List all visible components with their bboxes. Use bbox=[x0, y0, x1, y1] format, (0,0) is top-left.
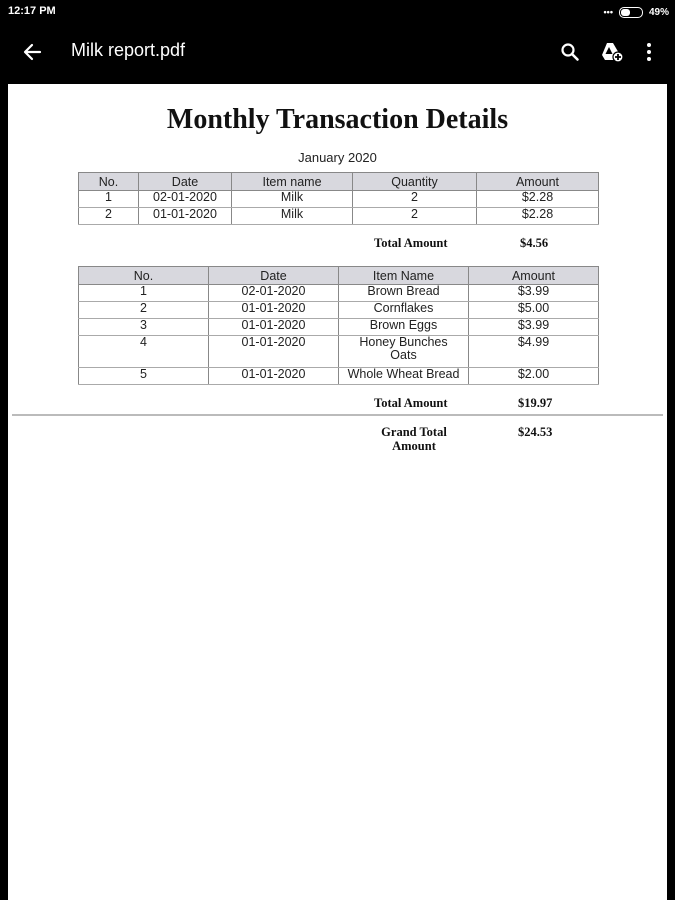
table-cell: 1 bbox=[79, 285, 209, 302]
search-button[interactable] bbox=[556, 38, 584, 66]
column-header: Date bbox=[209, 267, 339, 285]
add-to-drive-button[interactable] bbox=[597, 38, 627, 66]
table-header-row bbox=[79, 267, 599, 285]
table-header-row bbox=[79, 173, 599, 191]
table-cell: 01-01-2020 bbox=[209, 319, 339, 336]
column-header: Date bbox=[139, 173, 232, 191]
divider bbox=[12, 414, 663, 416]
back-button[interactable] bbox=[18, 38, 46, 66]
table-cell: 2 bbox=[353, 191, 477, 208]
table-cell: 02-01-2020 bbox=[139, 191, 232, 208]
status-bar bbox=[0, 0, 675, 24]
table-cell: Brown Bread bbox=[339, 285, 469, 302]
overflow-menu-button[interactable] bbox=[638, 38, 660, 66]
document-subtitle: January 2020 bbox=[298, 150, 377, 165]
table-cell: 02-01-2020 bbox=[209, 285, 339, 302]
table-cell: $5.00 bbox=[469, 302, 599, 319]
table-cell: 2 bbox=[79, 208, 139, 225]
column-header: Amount bbox=[469, 267, 599, 285]
search-icon bbox=[560, 42, 580, 62]
table-cell: 01-01-2020 bbox=[209, 336, 339, 368]
table-cell: $4.99 bbox=[469, 336, 599, 368]
battery-level bbox=[621, 9, 630, 16]
grand-total-label-line2: Amount bbox=[392, 439, 436, 453]
table-cell: $2.00 bbox=[469, 368, 599, 385]
table2-total-label: Total Amount bbox=[374, 396, 448, 410]
table-row bbox=[79, 285, 599, 302]
status-time: 12:17 PM bbox=[8, 5, 56, 17]
drive-add-icon bbox=[600, 41, 624, 63]
column-header: Item name bbox=[232, 173, 353, 191]
grand-total-label-line1: Grand Total bbox=[381, 425, 447, 439]
grand-total-label bbox=[374, 425, 454, 453]
column-header: No. bbox=[79, 267, 209, 285]
column-header: Item Name bbox=[339, 267, 469, 285]
table-cell: $2.28 bbox=[477, 191, 599, 208]
table-cell: 3 bbox=[79, 319, 209, 336]
table-cell: Brown Eggs bbox=[339, 319, 469, 336]
table-row bbox=[79, 191, 599, 208]
table-cell: Milk bbox=[232, 208, 353, 225]
signal-icon: ••• bbox=[603, 7, 613, 17]
table-cell: $2.28 bbox=[477, 208, 599, 225]
pdf-page[interactable] bbox=[8, 84, 667, 900]
table-row bbox=[79, 368, 599, 385]
table-cell: $3.99 bbox=[469, 319, 599, 336]
table2-total-value: $19.97 bbox=[518, 396, 553, 410]
table-cell: 01-01-2020 bbox=[209, 368, 339, 385]
table-cell: 01-01-2020 bbox=[139, 208, 232, 225]
battery-icon bbox=[619, 7, 643, 18]
table-cell: Whole Wheat Bread bbox=[339, 368, 469, 385]
table-cell: 2 bbox=[353, 208, 477, 225]
table-cell: Honey Bunches Oats bbox=[339, 336, 469, 368]
table-cell: Milk bbox=[232, 191, 353, 208]
table-cell: Cornflakes bbox=[339, 302, 469, 319]
file-title: Milk report.pdf bbox=[71, 40, 186, 60]
table-row bbox=[79, 208, 599, 225]
table-cell: 2 bbox=[79, 302, 209, 319]
table-cell: 1 bbox=[79, 191, 139, 208]
transactions-table-1 bbox=[78, 172, 599, 225]
document-title: Monthly Transaction Details bbox=[166, 104, 509, 135]
table-row bbox=[79, 302, 599, 319]
table-cell: 4 bbox=[79, 336, 209, 368]
table1-total-label: Total Amount bbox=[374, 236, 448, 250]
back-arrow-icon bbox=[22, 42, 42, 62]
table-cell: $3.99 bbox=[469, 285, 599, 302]
transactions-table-2 bbox=[78, 266, 599, 385]
grand-total-value: $24.53 bbox=[518, 425, 553, 439]
status-indicators bbox=[604, 4, 669, 20]
column-header: Amount bbox=[477, 173, 599, 191]
table-cell: 01-01-2020 bbox=[209, 302, 339, 319]
table-row bbox=[79, 336, 599, 368]
table1-total-value: $4.56 bbox=[520, 236, 549, 250]
app-bar bbox=[0, 24, 675, 80]
more-vert-icon bbox=[646, 42, 652, 62]
battery-percent: 49% bbox=[648, 6, 669, 18]
column-header: No. bbox=[79, 173, 139, 191]
column-header: Quantity bbox=[353, 173, 477, 191]
table-cell: 5 bbox=[79, 368, 209, 385]
table-row bbox=[79, 319, 599, 336]
